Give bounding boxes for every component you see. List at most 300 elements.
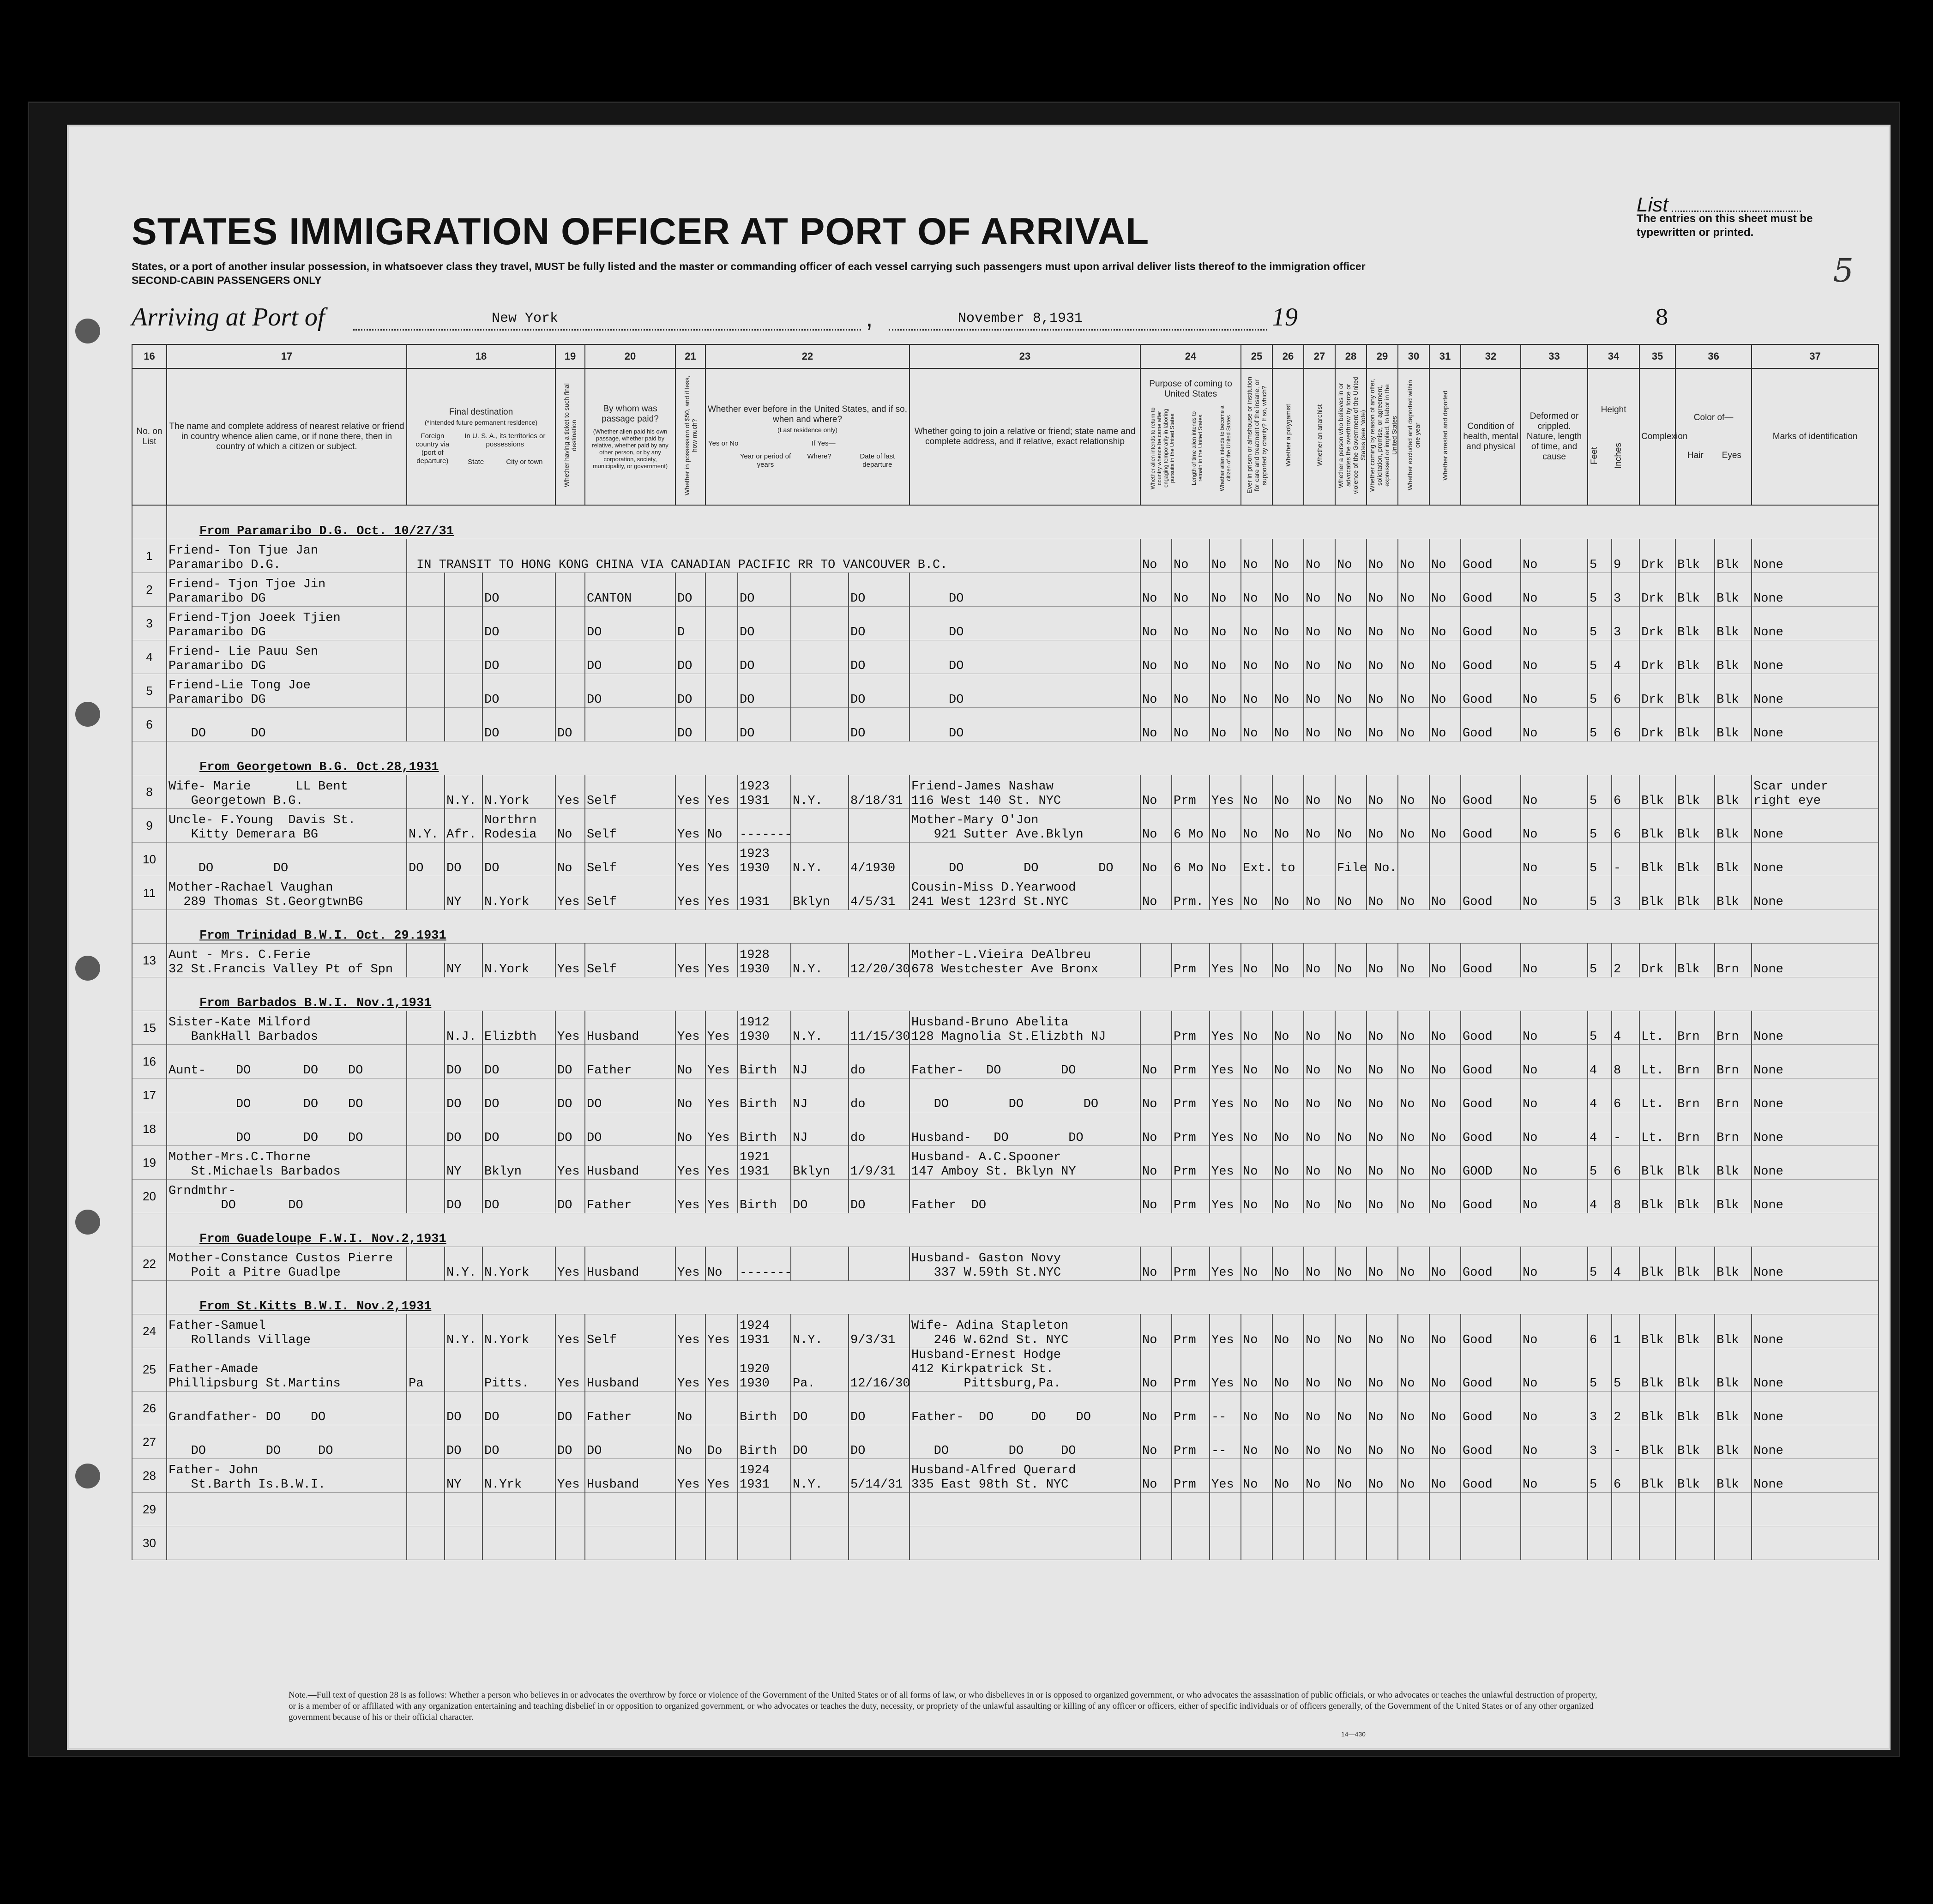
cell-c24b: Prm (1172, 1392, 1210, 1425)
empty-cell (1461, 1526, 1521, 1560)
col-num: 22 (705, 344, 909, 368)
relative-address: St.Michaels Barbados (169, 1165, 341, 1179)
empty-cell (705, 1526, 738, 1560)
passenger-row (132, 1079, 1879, 1112)
cell-c26: No (1272, 539, 1304, 573)
passenger-row (132, 708, 1879, 741)
cell-def: No (1521, 607, 1588, 640)
joining-name: Mother-L.Vieira DeAlbreu (911, 948, 1091, 962)
section-origin: From Georgetown B.G. Oct.28,1931 (167, 741, 1879, 775)
joining-cell (909, 1112, 1140, 1146)
joining-name: Cousin-Miss D.Yearwood (911, 881, 1076, 895)
cell-c25: No (1241, 674, 1272, 708)
cell-where: Pa. (791, 1348, 849, 1392)
passenger-row (132, 1146, 1879, 1180)
cell-c24b: No (1172, 674, 1210, 708)
cell-c29: No (1367, 1146, 1398, 1180)
cell-hair: Blk (1675, 809, 1715, 843)
cell-c26: No (1272, 1425, 1304, 1459)
row-number (132, 741, 167, 775)
color-header: Color of— Hair Eyes (1675, 368, 1752, 505)
cell-in: 2 (1612, 1392, 1639, 1425)
joining-name: Friend-James Nashaw (911, 780, 1054, 794)
cell-paid: DO (585, 674, 675, 708)
cell-c25: No (1241, 1392, 1272, 1425)
cell-def: No (1521, 1180, 1588, 1213)
relative-cell (167, 1392, 407, 1425)
cell-cond: Good (1461, 1392, 1521, 1425)
row-number (132, 505, 167, 539)
relative-name: Grndmthr- (169, 1184, 236, 1198)
joining-name: Husband-Ernest Hodge (911, 1348, 1061, 1362)
passenger-row (132, 607, 1879, 640)
cell-marks: None (1752, 1112, 1879, 1146)
cell-yr: DO (738, 708, 791, 741)
relative-address: Paramaribo DG (169, 626, 266, 639)
cell-paid (585, 708, 675, 741)
cell-c24c: -- (1210, 1425, 1241, 1459)
cell-yr: Birth (738, 1112, 791, 1146)
cell-c30: No (1398, 1459, 1429, 1493)
cell-c31: No (1429, 708, 1461, 741)
cell-paid: DO (585, 607, 675, 640)
before-in-us-header: Whether ever before in the United States, and if so, when and where? (Last residence only) Yes or No If Yes— Year or period of years Where? Date of last departure (705, 368, 909, 505)
cell-def: No (1521, 674, 1588, 708)
section-origin: From Barbados B.W.I. Nov.1,1931 (167, 977, 1879, 1011)
relative-cell (167, 607, 407, 640)
cell-c29: No (1367, 1180, 1398, 1213)
transit-note: IN TRANSIT TO HONG KONG CHINA VIA CANADIAN PACIFIC RR TO VANCOUVER B.C. (407, 539, 1140, 573)
cell-hair: Brn (1675, 1112, 1715, 1146)
cell-where (791, 640, 849, 674)
cell-ft: 4 (1588, 1112, 1612, 1146)
cell-c29: No (1367, 539, 1398, 573)
cell-in: 5 (1612, 1348, 1639, 1392)
empty-cell (1521, 1493, 1588, 1526)
row-number: 30 (132, 1526, 167, 1560)
row-number: 2 (132, 573, 167, 607)
cell-c24b: Prm (1172, 1112, 1210, 1146)
passenger-row (132, 1247, 1879, 1281)
joining-address: 335 East 98th St. NYC (911, 1478, 1069, 1492)
cell-fc (407, 708, 445, 741)
cell-c28: No (1335, 1146, 1367, 1180)
empty-cell (1172, 1526, 1210, 1560)
relative-name: Wife- Marie LL Bent (169, 780, 348, 794)
cell-c31: No (1429, 1314, 1461, 1348)
cell-marks: None (1752, 809, 1879, 843)
cell-c27: No (1304, 1348, 1335, 1392)
section-header-row (132, 977, 1879, 1011)
cell-dl: do (849, 1112, 909, 1146)
empty-cell (1140, 1493, 1172, 1526)
empty-cell (482, 1526, 555, 1560)
cell-hair: Brn (1675, 1011, 1715, 1045)
cell-cx: Drk (1639, 674, 1675, 708)
cell-city: DO (482, 607, 555, 640)
cell-cx: Drk (1639, 607, 1675, 640)
anarchist-header: Whether an anarchist (1304, 368, 1335, 505)
cell-c30: No (1398, 573, 1429, 607)
cell-c26: No (1272, 573, 1304, 607)
cell-fc (407, 944, 445, 977)
cell-c24a: No (1140, 607, 1172, 640)
relative-name: Friend- Lie Pauu Sen (169, 645, 319, 659)
empty-cell (791, 1493, 849, 1526)
cell-marks: None (1752, 1392, 1879, 1425)
cell-dl: DO (849, 674, 909, 708)
joining-address: 337 W.59th St.NYC (911, 1266, 1061, 1280)
cell-st: NY (445, 1459, 482, 1493)
cell-ft: 5 (1588, 876, 1612, 910)
cell-def: No (1521, 1079, 1588, 1112)
cell-where (791, 674, 849, 708)
binder-hole (75, 1464, 100, 1488)
cell-city: N.York (482, 1314, 555, 1348)
cell-st (445, 1348, 482, 1392)
complexion-header: Complexion (1639, 368, 1675, 505)
no-on-list-header: No. on List (132, 368, 167, 505)
joining-cell (909, 573, 1140, 607)
cell-fc (407, 1459, 445, 1493)
cell-c28: No (1335, 1180, 1367, 1213)
cell-c24c: No (1210, 607, 1241, 640)
cell-dl: DO (849, 1180, 909, 1213)
joining-address: 921 Sutter Ave.Bklyn (911, 828, 1084, 842)
relative-address: DO DO (169, 862, 289, 875)
overthrow-header: Whether a person who believes in or advocates the overthrow by force or violence of the Government of the United States (see Note) (1335, 368, 1367, 505)
cell-city: DO (482, 1425, 555, 1459)
relative-address: DO DO (169, 1199, 303, 1212)
section-header-row (132, 910, 1879, 944)
col-num: 36 (1675, 344, 1752, 368)
cell-c30: No (1398, 1180, 1429, 1213)
section-origin: From Paramaribo D.G. Oct. 10/27/31 (167, 505, 1879, 539)
subtitle-line: States, or a port of another insular possession, in whatsoever class they travel, MUST be fully listed and the master or commanding officer of each vessel carrying such passengers must upon arrival deliver lists thereof to the immigration officer (132, 260, 1366, 272)
relative-address: DO DO DO (169, 1097, 363, 1111)
cell-hair: Blk (1675, 843, 1715, 876)
cell-def: No (1521, 573, 1588, 607)
cell-paid: Husband (585, 1011, 675, 1045)
cell-c28: No (1335, 775, 1367, 809)
cell-marks: None (1752, 708, 1879, 741)
cell-dl: DO (849, 573, 909, 607)
cell-hair: Blk (1675, 708, 1715, 741)
section-header-row (132, 505, 1879, 539)
cell-where (791, 607, 849, 640)
row-number: 9 (132, 809, 167, 843)
cell-fc (407, 775, 445, 809)
cell-c27: No (1304, 674, 1335, 708)
col-num: 27 (1304, 344, 1335, 368)
cell-eyes: Blk (1715, 539, 1752, 573)
cell-c27: No (1304, 607, 1335, 640)
cell-c28: No (1335, 640, 1367, 674)
cell-c25: No (1241, 944, 1272, 977)
cell-tk: No (555, 843, 585, 876)
cell-c31: No (1429, 539, 1461, 573)
cell-city: N.York (482, 1247, 555, 1281)
cell-city: DO (482, 1045, 555, 1079)
cell-hair: Brn (1675, 1045, 1715, 1079)
cell-c24b: Prm (1172, 1011, 1210, 1045)
binder-hole (75, 702, 100, 727)
cell-c25: No (1241, 1146, 1272, 1180)
cell-yn: Yes (705, 1112, 738, 1146)
relative-cell (167, 809, 407, 843)
cell-c31: No (1429, 809, 1461, 843)
cell-c27: No (1304, 1112, 1335, 1146)
cell-p50: D (675, 607, 705, 640)
joining-address: Father DO (911, 1199, 987, 1212)
cell-yr: 1912 1930 (738, 1011, 791, 1045)
cell-p50: DO (675, 640, 705, 674)
cell-def: No (1521, 1112, 1588, 1146)
cell-fc (407, 674, 445, 708)
cell-in: - (1612, 843, 1639, 876)
cell-yr: Birth (738, 1045, 791, 1079)
cell-paid: Self (585, 944, 675, 977)
cell-hair: Blk (1675, 876, 1715, 910)
cell-city: DO (482, 573, 555, 607)
cell-hair: Blk (1675, 1247, 1715, 1281)
cell-in: - (1612, 1425, 1639, 1459)
cell-c24b: No (1172, 708, 1210, 741)
cell-city: Elizbth (482, 1011, 555, 1045)
cell-cond: Good (1461, 674, 1521, 708)
cell-cond: Good (1461, 1348, 1521, 1392)
cell-yn: Yes (705, 1314, 738, 1348)
col-num: 26 (1272, 344, 1304, 368)
cell-in: 4 (1612, 1247, 1639, 1281)
cell-def: No (1521, 708, 1588, 741)
cell-cx: Blk (1639, 1314, 1675, 1348)
cell-def: No (1521, 640, 1588, 674)
cell-cx: Lt. (1639, 1079, 1675, 1112)
list-box (1637, 194, 1849, 240)
cell-c24b: Prm (1172, 1247, 1210, 1281)
cell-fc (407, 1045, 445, 1079)
column-label-row (132, 368, 1879, 505)
joining-address: DO DO DO (911, 1097, 1099, 1111)
cell-eyes: Blk (1715, 876, 1752, 910)
cell-in: 3 (1612, 876, 1639, 910)
cell-c30: No (1398, 1146, 1429, 1180)
cell-paid: Self (585, 876, 675, 910)
col-num: 35 (1639, 344, 1675, 368)
cell-where: DO (791, 1180, 849, 1213)
prison-header: Ever in prison or almshouse or institution for care and treatment of the insane, or supported by charity? If so, which? (1241, 368, 1272, 505)
cell-p50: Yes (675, 1348, 705, 1392)
cell-c27: No (1304, 775, 1335, 809)
cell-yr: 1923 1931 (738, 775, 791, 809)
joining-cell (909, 944, 1140, 977)
cell-c29: No (1367, 607, 1398, 640)
cell-ft: 5 (1588, 640, 1612, 674)
arriving-label: Arriving at Port of (132, 303, 325, 331)
joining-name: Husband-Bruno Abelita (911, 1016, 1069, 1030)
passage-paid-header: By whom was passage paid? (Whether alien paid his own passage, whether paid by relative, whether paid by any other person, or by any corporation, society, municipality, or government) (585, 368, 675, 505)
empty-cell (705, 1493, 738, 1526)
cell-ft: 5 (1588, 573, 1612, 607)
cell-c26: No (1272, 775, 1304, 809)
cell-c27: No (1304, 944, 1335, 977)
cell-c27: No (1304, 708, 1335, 741)
relative-address: DO DO DO (169, 1131, 363, 1145)
cell-in: 8 (1612, 1045, 1639, 1079)
cell-c24a: No (1140, 775, 1172, 809)
row-number: 11 (132, 876, 167, 910)
cell-c24a (1140, 1011, 1172, 1045)
cell-c25: No (1241, 573, 1272, 607)
relative-name: Mother-Mrs.C.Thorne (169, 1151, 311, 1164)
cell-c25: No (1241, 1247, 1272, 1281)
passenger-row (132, 1112, 1879, 1146)
cell-city: N.York (482, 944, 555, 977)
passenger-row (132, 573, 1879, 607)
col-num: 33 (1521, 344, 1588, 368)
cell-c28: No (1335, 1348, 1367, 1392)
cell-yn: No (705, 809, 738, 843)
relative-cell (167, 674, 407, 708)
empty-cell (407, 1493, 445, 1526)
relative-address: Phillipsburg St.Martins (169, 1377, 341, 1391)
cell-marks: None (1752, 1425, 1879, 1459)
cell-where (791, 1247, 849, 1281)
joining-address: Husband- DO DO (911, 1131, 1084, 1145)
cell-yr: Birth (738, 1079, 791, 1112)
cell-c29: No (1367, 708, 1398, 741)
cell-in: 6 (1612, 708, 1639, 741)
cell-yr: Birth (738, 1180, 791, 1213)
cell-c24c: Yes (1210, 1045, 1241, 1079)
cell-eyes: Blk (1715, 1459, 1752, 1493)
cell-eyes: Blk (1715, 708, 1752, 741)
joining-cell (909, 775, 1140, 809)
cell-yn: No (705, 1247, 738, 1281)
cell-paid: Husband (585, 1459, 675, 1493)
cell-c24a: No (1140, 843, 1172, 876)
cell-in: 2 (1612, 944, 1639, 977)
row-number: 17 (132, 1079, 167, 1112)
cell-p50: Yes (675, 1247, 705, 1281)
cell-c29: No (1367, 1314, 1398, 1348)
cell-c27: No (1304, 1392, 1335, 1425)
cell-yn: Yes (705, 1045, 738, 1079)
cell-c25: No (1241, 1348, 1272, 1392)
cell-marks: None (1752, 1459, 1879, 1493)
cell-c24a: No (1140, 674, 1172, 708)
relative-name: Father-Amade (169, 1362, 259, 1376)
relative-cell (167, 944, 407, 977)
cell-c24c: Yes (1210, 1112, 1241, 1146)
cell-tk: Yes (555, 1348, 585, 1392)
cell-c25: No (1241, 708, 1272, 741)
cell-cx: Blk (1639, 1348, 1675, 1392)
cell-c24c: No (1210, 809, 1241, 843)
cell-c26: No (1272, 674, 1304, 708)
binder-hole (75, 1210, 100, 1235)
final-destination-header: Final destination (*Intended future permanent residence) Foreign country via (port of departure) In U. S. A., its territories or possessions State City or town (407, 368, 555, 505)
cell-p50: Yes (675, 1146, 705, 1180)
cell-yn: Yes (705, 1079, 738, 1112)
cell-yn: Yes (705, 1146, 738, 1180)
cell-fc (407, 1112, 445, 1146)
cell-c31: No (1429, 1425, 1461, 1459)
row-number: 6 (132, 708, 167, 741)
cell-c28: No (1335, 1011, 1367, 1045)
cell-tk: Yes (555, 876, 585, 910)
passenger-row (132, 674, 1879, 708)
cell-c29: No (1367, 809, 1398, 843)
cell-p50: Yes (675, 1314, 705, 1348)
cell-ft: 5 (1588, 1011, 1612, 1045)
cell-where: NJ (791, 1079, 849, 1112)
cell-marks: Scar under right eye (1752, 775, 1879, 809)
cell-c24a: No (1140, 1045, 1172, 1079)
cell-c30: No (1398, 1011, 1429, 1045)
row-number: 8 (132, 775, 167, 809)
cell-c30: No (1398, 640, 1429, 674)
binder-hole (75, 956, 100, 981)
cell-c24b: No (1172, 539, 1210, 573)
cell-where: N.Y. (791, 944, 849, 977)
cell-yn (705, 607, 738, 640)
cell-c25: No (1241, 1112, 1272, 1146)
cell-hair: Brn (1675, 1079, 1715, 1112)
cell-dl: 11/15/30 (849, 1011, 909, 1045)
empty-cell (1272, 1493, 1304, 1526)
joining-name: Husband-Alfred Querard (911, 1464, 1076, 1477)
cell-city: DO (482, 1180, 555, 1213)
cell-city: DO (482, 843, 555, 876)
cell-p50: No (675, 1112, 705, 1146)
cell-cx: Blk (1639, 876, 1675, 910)
cell-marks: None (1752, 1079, 1879, 1112)
cell-c31: No (1429, 1459, 1461, 1493)
row-number: 20 (132, 1180, 167, 1213)
cell-tk: DO (555, 708, 585, 741)
row-number: 10 (132, 843, 167, 876)
cell-tk: DO (555, 1425, 585, 1459)
joining-cell (909, 1348, 1140, 1392)
joining-address: DO DO DO (911, 1444, 1076, 1458)
cell-c24c: -- (1210, 1392, 1241, 1425)
cell-cond: Good (1461, 1112, 1521, 1146)
cell-c29: No (1367, 1425, 1398, 1459)
cell-eyes: Blk (1715, 640, 1752, 674)
relative-address: Poit a Pitre Guadlpe (169, 1266, 341, 1280)
cell-c24c: No (1210, 640, 1241, 674)
cell-paid: Father (585, 1180, 675, 1213)
cell-cx: Drk (1639, 944, 1675, 977)
cell-ft: 4 (1588, 1079, 1612, 1112)
list-note: The entries on this sheet must be typewritten or printed. (1637, 212, 1813, 239)
cell-paid: Self (585, 843, 675, 876)
cell-def: No (1521, 1146, 1588, 1180)
arrested-header: Whether arrested and deported (1429, 368, 1461, 505)
cell-paid: Father (585, 1045, 675, 1079)
cell-c25: No (1241, 1425, 1272, 1459)
cell-c24b: Prm (1172, 1079, 1210, 1112)
cell-st: NY (445, 876, 482, 910)
cell-yn (705, 573, 738, 607)
cell-where: Bklyn (791, 876, 849, 910)
cell-marks: None (1752, 607, 1879, 640)
joining-address: DO (911, 693, 964, 707)
cell-where (791, 708, 849, 741)
cell-dl: do (849, 1079, 909, 1112)
